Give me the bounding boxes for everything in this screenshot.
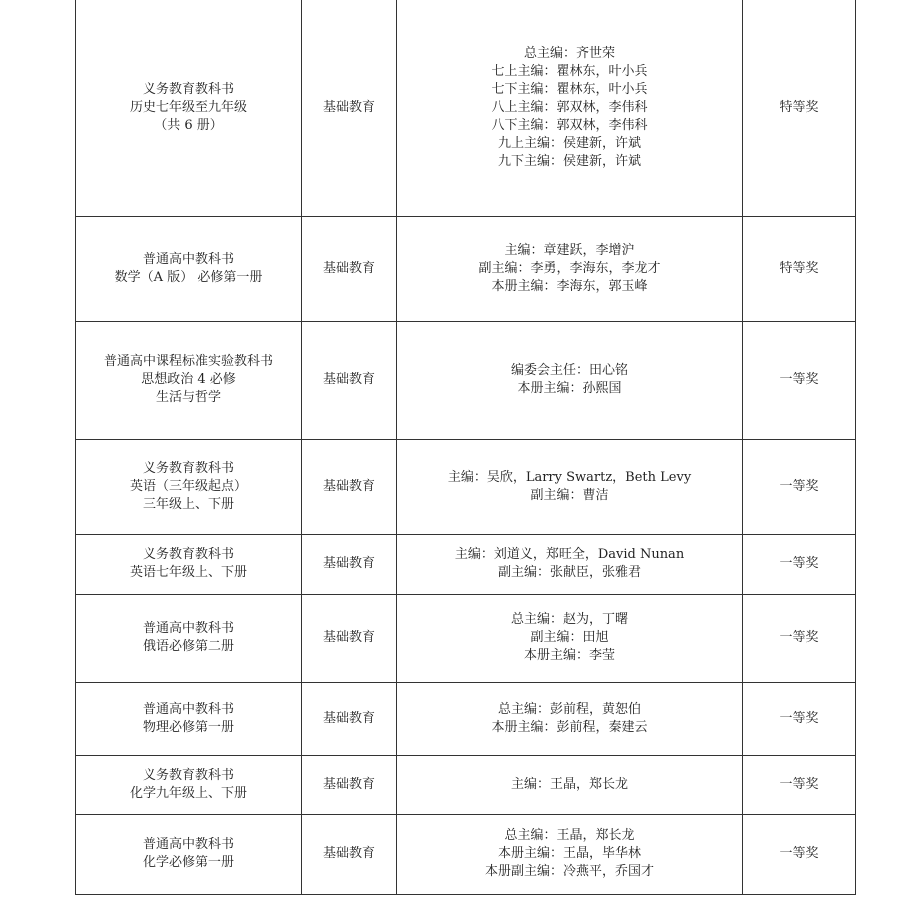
- category-cell: 基础教育: [302, 594, 397, 682]
- table-row: [76, 439, 856, 534]
- editor-line: 八上主编：郭双林，李伟科: [491, 99, 648, 115]
- editors-cell: [397, 439, 743, 534]
- editor-line: 八下主编：郭双林，李伟科: [491, 117, 648, 133]
- book-title-line: 英语（三年级起点）: [129, 478, 247, 494]
- category-cell: 基础教育: [302, 814, 397, 894]
- editor-line: 主编：章建跃，李增沪: [504, 242, 635, 258]
- book-title-line: 普通高中教科书: [142, 251, 234, 267]
- award-cell: 特等奖: [743, 0, 856, 216]
- category-cell: 基础教育: [302, 216, 397, 321]
- table-row: [76, 814, 856, 894]
- editor-line: 副主编：张献臣，张雅君: [497, 565, 641, 580]
- editors-cell: [397, 321, 743, 439]
- editors-cell: [397, 534, 743, 594]
- editor-line: 本册主编：李海东，郭玉峰: [491, 278, 648, 294]
- book-title-line: 数学（A 版） 必修第一册: [114, 269, 263, 285]
- award-cell: 一等奖: [743, 534, 856, 594]
- editor-line: 七上主编：瞿林东，叶小兵: [491, 63, 648, 79]
- award-cell: 一等奖: [743, 594, 856, 682]
- editors-cell: [397, 594, 743, 682]
- editor-line: 本册主编：李莹: [523, 648, 615, 663]
- book-title-line: 义务教育教科书: [142, 460, 234, 476]
- category-cell: 基础教育: [302, 0, 397, 216]
- book-title-line: 化学九年级上、下册: [129, 785, 247, 801]
- award-cell: 一等奖: [743, 814, 856, 894]
- table-row: [76, 0, 856, 216]
- book-title-cell: [76, 534, 302, 594]
- book-title-line: 化学必修第一册: [142, 855, 234, 870]
- book-title-line: 普通高中教科书: [142, 621, 234, 636]
- award-cell: 一等奖: [743, 321, 856, 439]
- editors-cell: [397, 682, 743, 755]
- book-title-cell: [76, 814, 302, 894]
- awards-table: [75, 0, 856, 895]
- book-title-cell: [76, 439, 302, 534]
- book-title-line: 历史七年级至九年级: [129, 99, 247, 115]
- book-title-line: 生活与哲学: [155, 390, 221, 405]
- award-cell: 一等奖: [743, 682, 856, 755]
- editors-cell: [397, 216, 743, 321]
- editor-line: 主编：刘道义，郑旺全，David Nunan: [454, 547, 685, 562]
- book-title-cell: [76, 216, 302, 321]
- category-cell: 基础教育: [302, 534, 397, 594]
- editors-cell: [397, 0, 743, 216]
- editor-line: 主编：王晶，郑长龙: [510, 776, 628, 792]
- book-title-line: （共 6 册）: [154, 117, 223, 133]
- category-cell: 基础教育: [302, 321, 397, 439]
- book-title-cell: [76, 594, 302, 682]
- book-title-cell: [76, 321, 302, 439]
- category-cell: 基础教育: [302, 682, 397, 755]
- editor-line: 编委会主任：田心铭: [510, 363, 628, 378]
- book-title-line: 普通高中课程标准实验教科书: [103, 354, 273, 369]
- editor-line: 九下主编：侯建新，许斌: [497, 153, 641, 169]
- editor-line: 本册副主编：冷燕平，乔国才: [484, 864, 654, 879]
- book-title-cell: [76, 0, 302, 216]
- table-row: [76, 594, 856, 682]
- table-row: [76, 534, 856, 594]
- editor-line: 副主编：田旭: [530, 630, 609, 645]
- editors-cell: [397, 814, 743, 894]
- editor-line: 本册主编：彭前程，秦建云: [491, 719, 648, 735]
- book-title-line: 俄语必修第二册: [142, 639, 234, 654]
- book-title-line: 义务教育教科书: [142, 81, 234, 97]
- editor-line: 主编：吴欣，Larry Swartz，Beth Levy: [447, 469, 692, 485]
- editor-line: 七下主编：瞿林东，叶小兵: [491, 81, 648, 97]
- editor-line: 本册主编：孙熙国: [517, 381, 622, 396]
- book-title-line: 思想政治 4 必修: [141, 372, 236, 387]
- book-title-line: 英语七年级上、下册: [129, 565, 247, 580]
- editor-line: 九上主编：侯建新，许斌: [497, 135, 641, 151]
- book-title-line: 三年级上、下册: [142, 496, 234, 512]
- editors-cell: [397, 755, 743, 814]
- book-title-line: 普通高中教科书: [142, 701, 234, 717]
- editor-line: 副主编：李勇，李海东，李龙才: [478, 260, 661, 276]
- book-title-line: 普通高中教科书: [142, 837, 234, 852]
- editor-line: 副主编：曹洁: [530, 487, 609, 503]
- editor-line: 总主编：彭前程，黄恕伯: [497, 701, 641, 717]
- table-row: [76, 216, 856, 321]
- table-row: [76, 682, 856, 755]
- book-title-cell: [76, 755, 302, 814]
- table-row: [76, 755, 856, 814]
- category-cell: 基础教育: [302, 755, 397, 814]
- editor-line: 本册主编：王晶，毕华林: [497, 846, 641, 861]
- editor-line: 总主编：齐世荣: [523, 45, 615, 61]
- book-title-line: 物理必修第一册: [142, 719, 234, 735]
- award-cell: 特等奖: [743, 216, 856, 321]
- category-cell: 基础教育: [302, 439, 397, 534]
- editor-line: 总主编：王晶，郑长龙: [504, 828, 635, 843]
- book-title-cell: [76, 682, 302, 755]
- book-title-line: 义务教育教科书: [142, 547, 234, 562]
- award-cell: 一等奖: [743, 439, 856, 534]
- award-cell: 一等奖: [743, 755, 856, 814]
- book-title-line: 义务教育教科书: [142, 767, 234, 783]
- editor-line: 总主编：赵为，丁曙: [510, 612, 628, 627]
- table-row: [76, 321, 856, 439]
